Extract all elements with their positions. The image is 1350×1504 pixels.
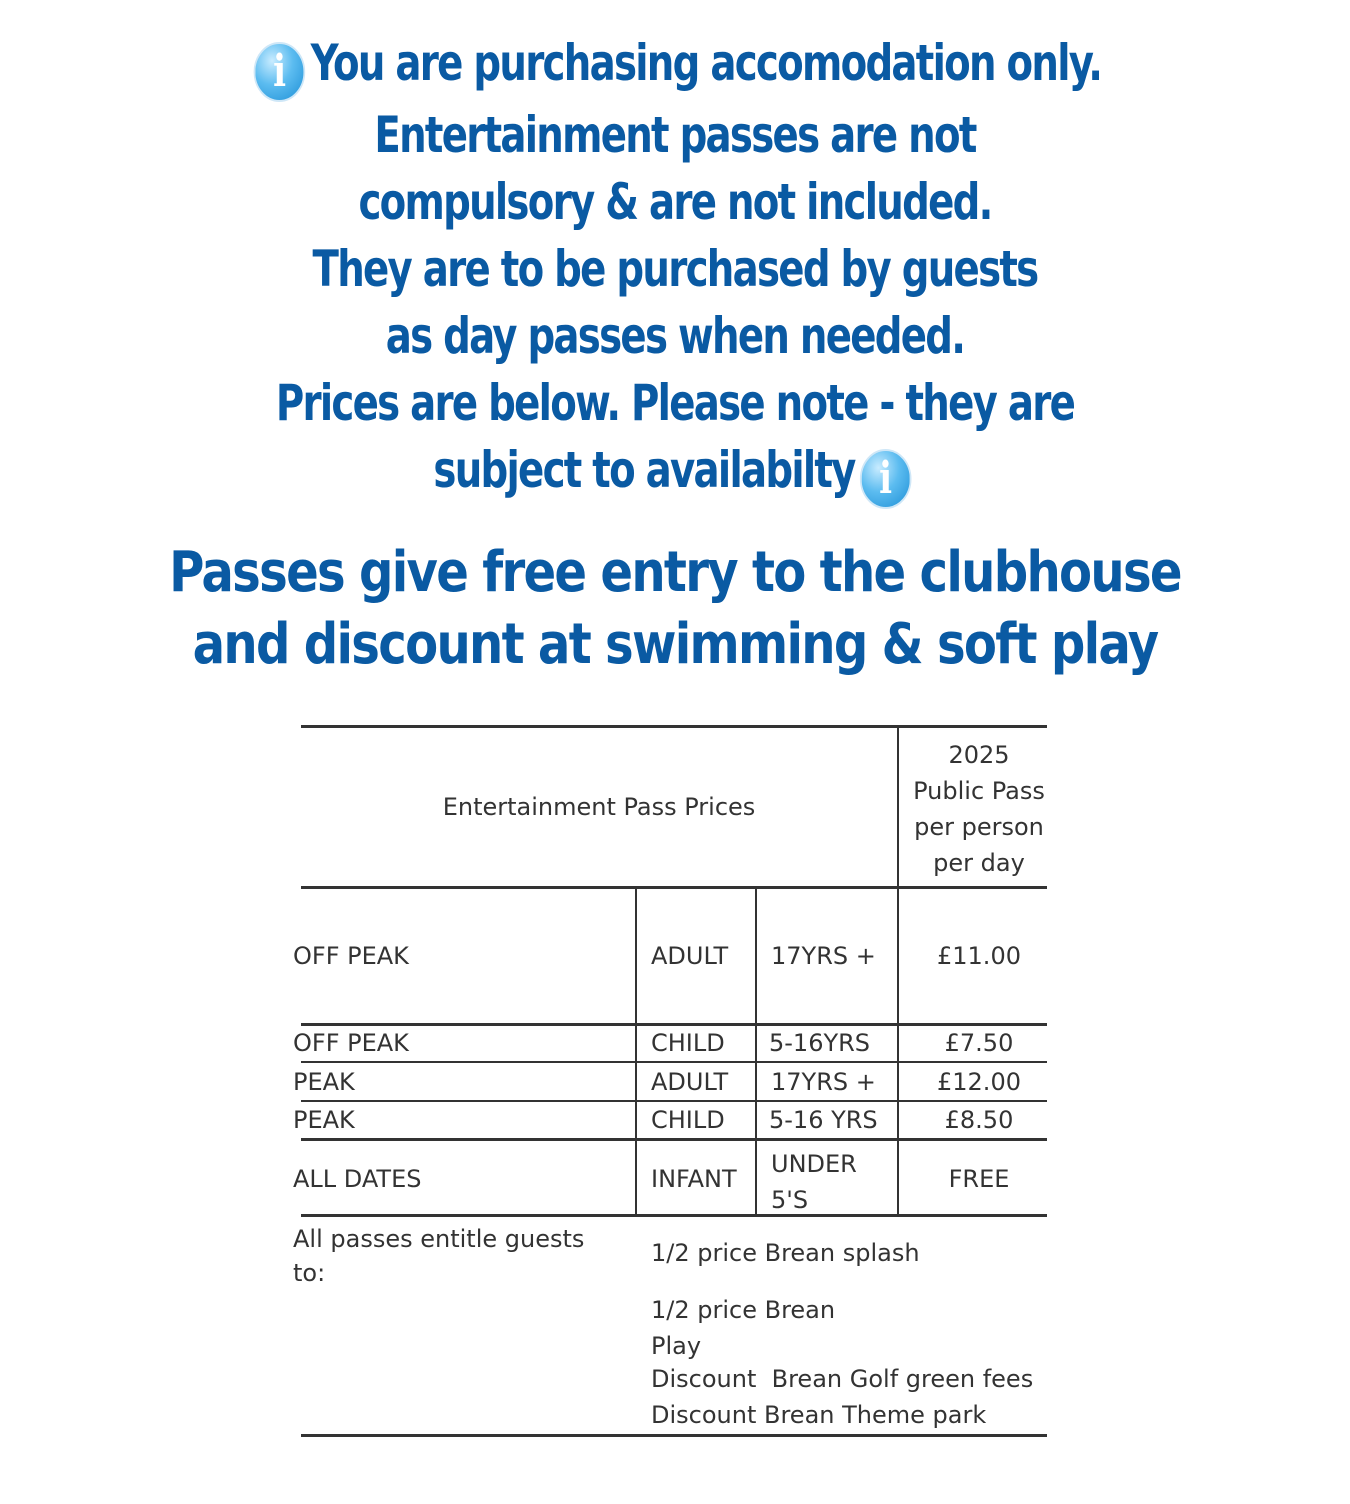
benefit-play [651, 1292, 835, 1364]
price-column-header [899, 737, 1059, 881]
benefit-line: 1/2 price Brean [651, 1296, 836, 1324]
row-period: PEAK [293, 1068, 355, 1096]
notice-line-5: as day passes when needed. [385, 307, 965, 365]
passes-line-2: and discount at swimming & soft play [192, 612, 1158, 677]
info-icon: i [860, 449, 912, 509]
price-header-pass: Public Pass [913, 777, 1045, 805]
passes-benefit-heading [0, 537, 1350, 681]
notice-line-4: They are to be purchased by guests [312, 240, 1038, 298]
table-rule [301, 1100, 1047, 1102]
row-type: ADULT [651, 1068, 729, 1096]
entitle-label-line: to: [293, 1259, 326, 1287]
row-age: 17YRS + [771, 1068, 876, 1096]
benefit-theme-park: Discount Brean Theme park [651, 1401, 987, 1429]
accommodation-notice [0, 30, 1350, 509]
table-title: Entertainment Pass Prices [442, 793, 756, 821]
table-rule [301, 886, 1047, 889]
row-type: CHILD [651, 1106, 725, 1134]
row-price: £7.50 [944, 1029, 1014, 1057]
row-type: ADULT [651, 942, 729, 970]
row-age [771, 1146, 857, 1218]
row-period: PEAK [293, 1106, 355, 1134]
table-rule [301, 1138, 1047, 1141]
table-rule [301, 725, 1047, 728]
row-age: 5-16YRS [769, 1029, 871, 1057]
row-price: £11.00 [937, 942, 1021, 970]
row-age-line: 5'S [771, 1186, 809, 1214]
entitle-label-line: All passes entitle guests [293, 1225, 585, 1253]
row-type: CHILD [651, 1029, 725, 1057]
table-rule [301, 1434, 1047, 1437]
notice-text-7: subject to availabilty [433, 441, 855, 499]
row-type: INFANT [651, 1165, 737, 1193]
benefit-splash: 1/2 price Brean splash [651, 1239, 920, 1267]
row-period: OFF PEAK [293, 942, 409, 970]
row-age-line: UNDER [771, 1150, 857, 1178]
row-period: OFF PEAK [293, 1029, 409, 1057]
table-rule [301, 1023, 1047, 1026]
notice-line-2: Entertainment passes are not [374, 106, 976, 164]
benefit-golf: Discount Brean Golf green fees [651, 1365, 1034, 1393]
price-header-person: per person [914, 813, 1044, 841]
row-price: £12.00 [937, 1068, 1021, 1096]
row-age: 5-16 YRS [769, 1106, 878, 1134]
row-period: ALL DATES [293, 1165, 422, 1193]
table-rule [301, 1214, 1047, 1217]
row-age: 17YRS + [771, 942, 876, 970]
notice-text-1: You are purchasing accomodation only. [310, 34, 1102, 92]
table-rule [755, 886, 757, 1216]
notice-line-1 [95, 30, 1256, 102]
table-rule [301, 1061, 1047, 1063]
benefit-line: Play [651, 1332, 702, 1360]
price-header-year: 2025 [948, 741, 1010, 769]
notice-line-6: Prices are below. Please note - they are [275, 374, 1075, 432]
entitle-label [293, 1222, 584, 1290]
notice-line-7 [95, 437, 1256, 509]
row-price: £8.50 [944, 1106, 1014, 1134]
notice-line-3: compulsory & are not included. [358, 173, 992, 231]
row-price: FREE [948, 1165, 1010, 1193]
table-rule [635, 886, 637, 1216]
price-header-day: per day [933, 849, 1025, 877]
passes-line-1: Passes give free entry to the clubhouse [169, 540, 1181, 605]
info-icon: i [254, 42, 306, 102]
